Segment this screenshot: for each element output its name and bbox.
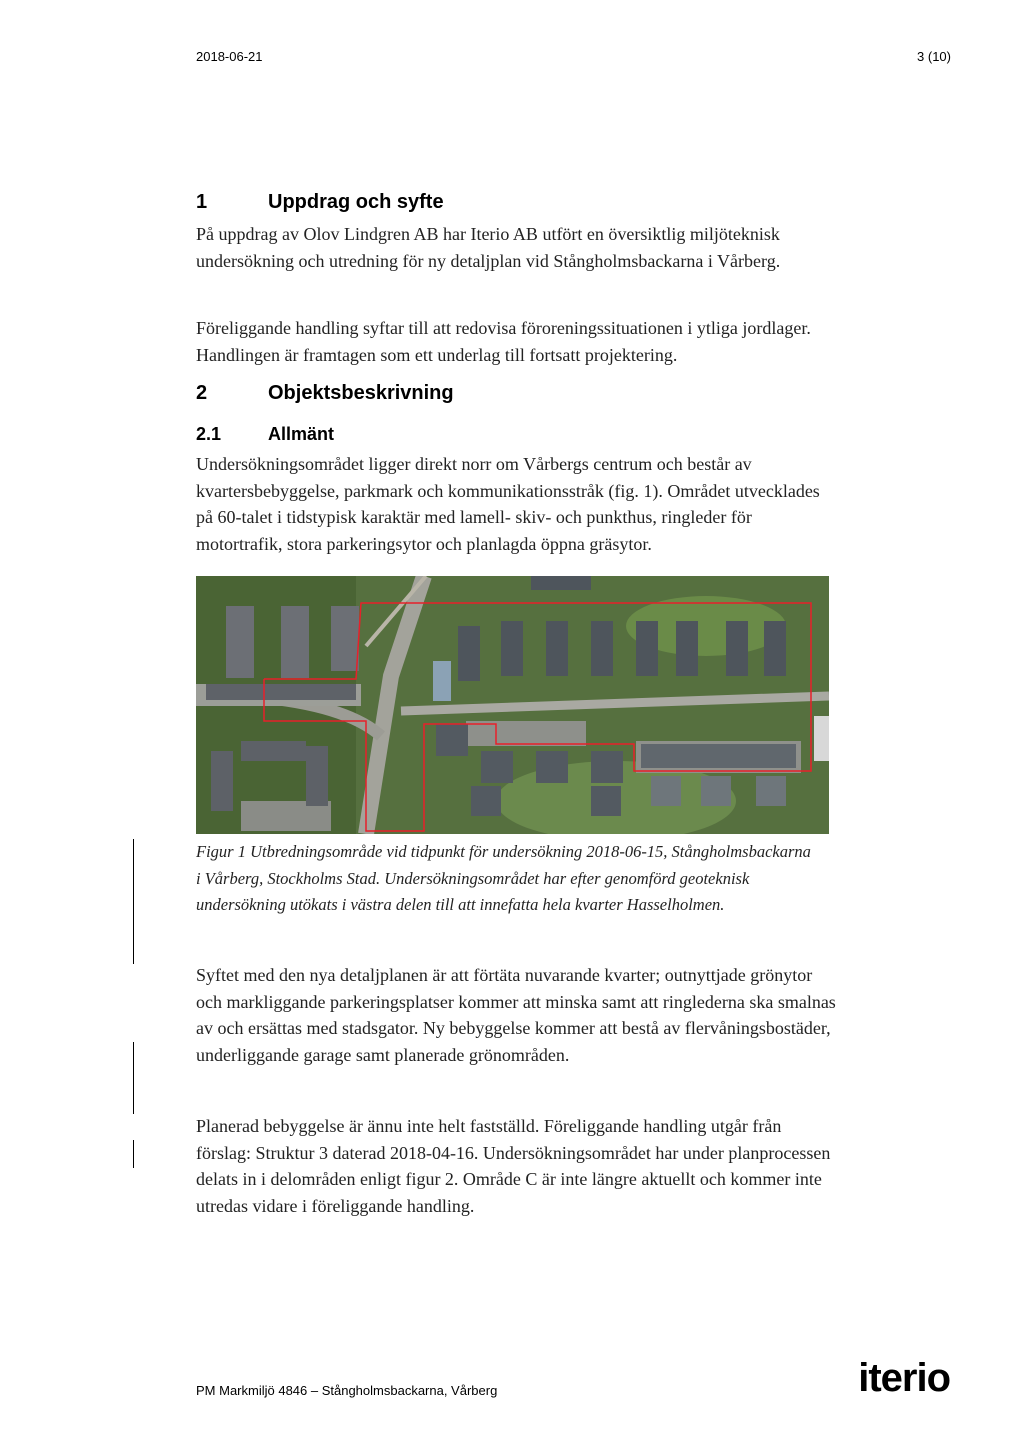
section-2-1-number: 2.1 (196, 424, 222, 444)
section-2-1-title: Allmänt (268, 424, 335, 444)
section-2-1-heading (196, 424, 334, 445)
study-area-boundary (264, 603, 811, 831)
change-bar (133, 1042, 134, 1114)
boundary-overlay (196, 576, 829, 834)
body-paragraph-1: Syftet med den nya detaljplanen är att förtäta nuvarande kvarter; outnyttjade grönytor och markliggande parkeringsplatser kommer att minska samt att ringlederna ska smalnas av och ersättas med stadsgator. Ny bebyggelse kommer att bestå av flervåningsbostäder, underliggande garage samt planerade grönområden. (196, 965, 836, 1065)
section-2-number: 2 (196, 382, 208, 404)
change-bar (133, 1140, 134, 1168)
figure-caption: Figur 1 Utbredningsområde vid tidpunkt för undersökning 2018-06-15, Stångholmsbackarna i Vårberg, Stockholms Stad. Undersökningsområdet har efter genomförd geoteknisk undersökning utökats i västra delen till att innefatta hela kvarter Hasselholmen. (196, 842, 811, 914)
body-paragraph-2: Planerad bebyggelse är ännu inte helt fastställd. Föreliggande handling utgår från förslag: Struktur 3 daterad 2018-04-16. Undersökningsområdet har under planprocessen delats in i delområden enligt figur 2. Område C är inte längre aktuellt och kommer inte utredas vidare i föreliggande handling. (196, 1116, 831, 1216)
section-1-paragraph-1: På uppdrag av Olov Lindgren AB har Iterio AB utfört en översiktlig miljöteknisk undersökning och utredning för ny detaljplan vid Stångholmsbackarna i Vårberg. (196, 224, 781, 271)
section-1-title: Uppdrag och syfte (268, 191, 444, 213)
section-2-title: Objektsbeskrivning (268, 382, 454, 404)
section-1-paragraph-2: Föreliggande handling syftar till att redovisa föroreningssituationen i ytliga jordlager. Handlingen är framtagen som ett underlag till fortsatt projektering. (196, 318, 811, 365)
header-date: 2018-06-21 (196, 49, 263, 64)
section-1-number: 1 (196, 191, 208, 213)
section-1-heading (196, 191, 444, 214)
section-2-1-paragraph: Undersökningsområdet ligger direkt norr om Vårbergs centrum och består av kvartersbebyggelse, parkmark och kommunikationsstråk (fig. 1). Området utvecklades på 60-talet i tidstypisk karaktär med lamell- skiv- och punkthus, ringleder för motortrafik, stora parkeringsytor och planlagda öppna gräsytor. (196, 454, 820, 554)
iterio-logo: iterio (858, 1356, 950, 1400)
section-2-heading (196, 382, 454, 405)
footer-document-title: PM Markmiljö 4846 – Stångholmsbackarna, Vårberg (196, 1383, 498, 1398)
change-bar (133, 839, 134, 964)
aerial-photo-figure (196, 576, 829, 834)
header-page-number: 3 (10) (917, 49, 951, 64)
